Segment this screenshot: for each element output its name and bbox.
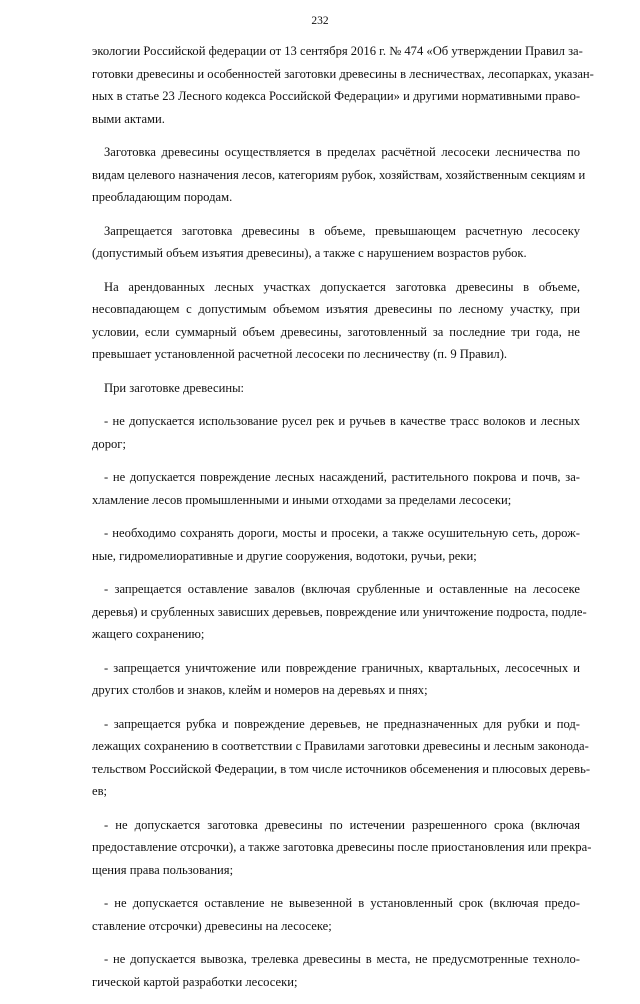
paragraph <box>92 522 580 567</box>
text-line: превышает установленной расчетной лесосеки по лесничеству (п. 9 Правил). <box>92 347 508 361</box>
text-line: - необходимо сохранять дороги, мосты и просеки, а также осушительную сеть, дорож- <box>104 526 580 540</box>
paragraph <box>92 220 580 265</box>
paragraph <box>92 40 594 130</box>
text-line: ных в статье 23 Лесного кодекса Российской Федерации» и другими нормативными право- <box>92 89 581 103</box>
paragraph <box>92 948 580 993</box>
text-line: предоставление отсрочки), а также заготовка древесины после приостановления или прекра- <box>92 840 592 854</box>
text-line: преобладающим породам. <box>92 190 233 204</box>
text-line: ставление отсрочки) древесины на лесосеке; <box>92 918 332 933</box>
text-line: При заготовке древесины: <box>104 380 245 395</box>
text-line: выми актами. <box>92 111 165 126</box>
text-line: экологии Российской федерации от 13 сентября 2016 г. № 474 «Об утверждении Правил за- <box>92 44 583 58</box>
text-line: готовки древесины и особенностей заготовки древесины в лесничествах, лесопарках, указан- <box>92 66 594 81</box>
text-line: гической картой разработки лесосеки; <box>92 974 298 989</box>
text-line: видам целевого назначения лесов, категориям рубок, хозяйствам, хозяйственным секциям и <box>92 167 586 182</box>
text-line: щения права пользования; <box>92 862 234 877</box>
paragraph <box>92 814 592 882</box>
paragraph <box>92 377 580 400</box>
text-line: - запрещается уничтожение или повреждение граничных, квартальных, лесосечных и <box>104 660 580 675</box>
paragraph <box>92 410 580 455</box>
text-line: дорог; <box>92 436 126 451</box>
text-line: деревья) и срубленных зависших деревьев, повреждение или уничтожение подроста, подле- <box>92 604 587 619</box>
paragraph <box>92 892 580 937</box>
text-line: ные, гидромелиоративные и другие сооружения, водотоки, ручьи, реки; <box>92 548 477 563</box>
paragraph <box>92 141 586 209</box>
text-line: - запрещается рубка и повреждение деревьев, не предназначенных для рубки и под- <box>104 716 580 731</box>
paragraph <box>92 466 580 511</box>
text-line: других столбов и знаков, клейм и номеров на деревьях и пнях; <box>92 683 428 697</box>
text-line: (допустимый объем изъятия древесины), а также с нарушением возрастов рубок. <box>92 246 527 260</box>
text-line: - не допускается вывозка, трелевка древесины в места, не предусмотренные техноло- <box>104 952 580 966</box>
page-number: 232 <box>311 15 329 27</box>
text-line: лежащих сохранению в соответствии с Правилами заготовки древесины и лесным законода- <box>92 739 589 753</box>
text-line: ев; <box>92 784 108 798</box>
paragraph <box>92 276 580 366</box>
text-line: - запрещается оставление завалов (включая срубленные и оставленные на лесосеке <box>104 582 580 596</box>
text-line: Заготовка древесины осуществляется в пределах расчётной лесосеки лесничества по <box>104 145 580 159</box>
text-line: условии, если суммарный объем древесины, заготовленный за последние три года, не <box>92 324 580 339</box>
text-line: - не допускается повреждение лесных насаждений, растительного покрова и почв, за- <box>104 470 580 484</box>
paragraph <box>92 578 587 646</box>
text-line: - не допускается заготовка древесины по истечении разрешенного срока (включая <box>104 817 580 832</box>
text-line: тельством Российской Федерации, в том числе источников обсеменения и плюсовых деревь- <box>92 761 591 776</box>
text-line: - не допускается использование русел рек и ручьев в качестве трасс волоков и лесных <box>104 414 580 428</box>
paragraph <box>92 713 591 803</box>
text-line: несовпадающем с допустимым объемом изъятия древесины по лесному участку, при <box>92 302 580 316</box>
text-line: жащего сохранению; <box>92 627 205 641</box>
text-line: - не допускается оставление не вывезенной в установленный срок (включая предо- <box>104 896 580 910</box>
document-body <box>92 40 594 1004</box>
paragraph <box>92 657 580 702</box>
text-line: Запрещается заготовка древесины в объеме, превышающем расчетную лесосеку <box>104 223 580 238</box>
text-line: хламление лесов промышленными и иными отходами за пределами лесосеки; <box>92 492 512 507</box>
text-line: На арендованных лесных участках допускается заготовка древесины в объеме, <box>104 279 580 294</box>
